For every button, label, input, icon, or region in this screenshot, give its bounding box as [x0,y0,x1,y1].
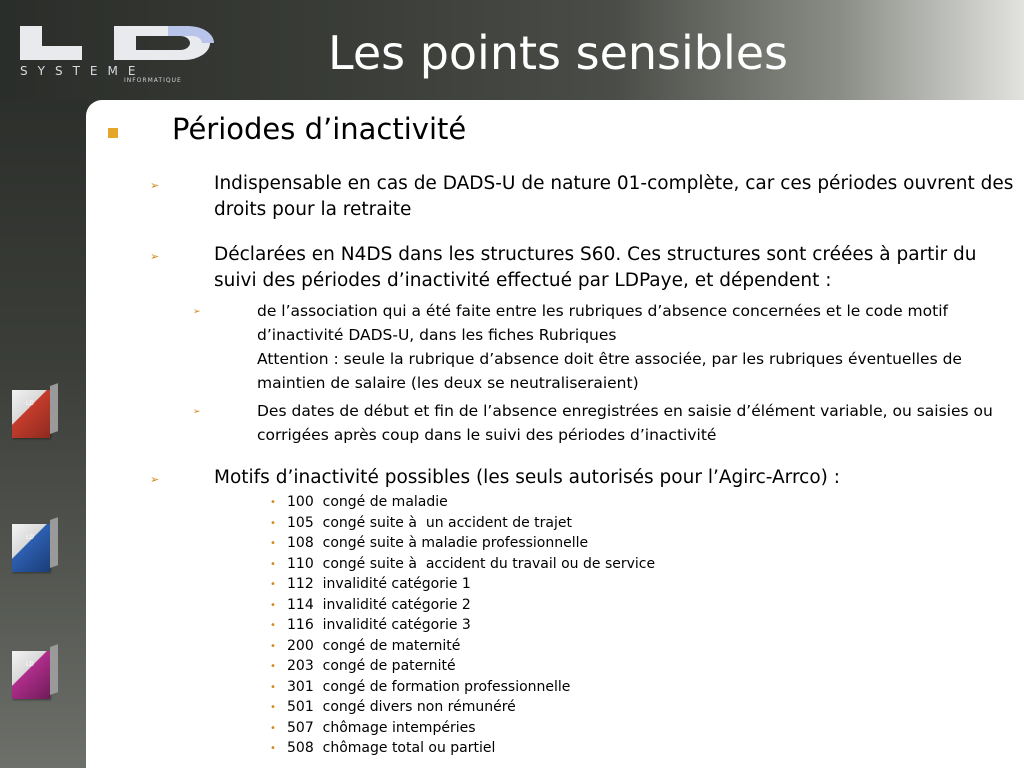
motif-code: 200 [287,637,314,654]
motif-label: congé divers non rémunéré [322,699,516,715]
motif-label: congé suite à un accident de trajet [322,514,572,531]
motif-label: congé de maternité [322,637,461,654]
ld-system-logo [18,22,214,86]
item-motifs: Motifs d’inactivité possibles (les seuls autorisés pour l’Agirc-Arrco) : [214,467,840,488]
motif-code: 301 [287,678,314,695]
product-box-2-label: LD [26,534,34,541]
motif-code: 114 [287,596,314,613]
motif-code: 203 [287,658,314,674]
motif-code: 100 [287,494,314,510]
motif-code: 105 [287,514,314,531]
motif-label: chômage intempéries [322,719,476,736]
motif-label: congé suite à accident du travail ou de service [322,555,656,572]
motif-item [287,513,572,533]
motif-label: congé de formation professionnelle [322,678,571,695]
slide-title: Les points sensibles [328,26,789,80]
dot-bullet-icon: • [270,722,276,734]
product-box-1-label: LD [26,400,34,407]
logo-system-text: SYSTEME [20,64,146,78]
ld-logo-icon [18,22,214,66]
motif-label: congé suite à maladie professionnelle [322,535,589,551]
dot-bullet-icon: • [270,558,276,570]
motif-item [287,636,460,656]
motif-item [287,656,456,676]
product-box-3-label: LD [26,661,34,668]
dot-bullet-icon: • [270,681,276,693]
subitem-association [257,299,1007,395]
item-declarees: Déclarées en N4DS dans les structures S60. Ces structures sont créées à partir du suivi des périodes d’inactivité effectué par LDPaye, et dépendent : [214,244,977,291]
motif-item [287,533,588,553]
motif-item [287,595,471,615]
motif-code: 507 [287,719,314,736]
motif-label: invalidité catégorie 1 [322,576,471,592]
dot-bullet-icon: • [270,702,276,713]
motif-label: invalidité catégorie 2 [322,596,471,613]
motif-code: 116 [287,617,314,633]
arrow-bullet-icon: ➢ [150,473,160,486]
arrow-bullet-icon: ➢ [150,179,160,192]
arrow-bullet-icon: ➢ [193,307,201,317]
subitem-dates: Des dates de début et fin de l’absence enregistrées en saisie d’élément variable, ou saisies ou corrigées après coup dans le suivi des périodes d’inactivité [257,402,993,444]
motif-code: 112 [287,576,314,592]
product-box-2 [12,520,58,572]
dot-bullet-icon: • [270,640,276,652]
motif-label: chômage total ou partiel [322,740,496,756]
section-heading: Périodes d’inactivité [172,112,467,146]
motif-item [287,554,655,574]
motif-item [287,697,516,717]
dot-bullet-icon: • [270,497,276,508]
dot-bullet-icon: • [270,538,276,549]
dot-bullet-icon: • [270,661,276,672]
arrow-bullet-icon: ➢ [150,250,160,263]
motif-item [287,492,448,512]
motif-label: congé de paternité [322,658,456,674]
motif-code: 508 [287,740,314,756]
subitem-association-text: de l’association qui a été faite entre les rubriques d’absence concernées et le code motif d’inactivité DADS-U, dans les fiches Rubriques [257,302,948,344]
dot-bullet-icon: • [270,579,276,590]
motif-code: 108 [287,535,314,551]
logo-informatique-text: INFORMATIQUE [124,77,182,84]
item-indispensable: Indispensable en cas de DADS-U de nature 01-complète, car ces périodes ouvrent des droits pour la retraite [214,173,1014,220]
subitem-association-note: Attention : seule la rubrique d’absence doit être associée, par les rubriques éventuelles de maintien de salaire (les deux se neutraliseraient) [257,350,962,392]
motif-item [287,718,476,738]
dot-bullet-icon: • [270,620,276,631]
motif-code: 110 [287,555,314,572]
motif-code: 501 [287,699,314,715]
motif-label: invalidité catégorie 3 [322,617,471,633]
product-box-3 [12,647,58,699]
square-bullet-icon [108,128,118,138]
dot-bullet-icon: • [270,517,276,529]
motif-item [287,574,471,594]
dot-bullet-icon: • [270,743,276,754]
motif-label: congé de maladie [322,494,448,510]
motif-item [287,738,495,758]
motif-item [287,677,570,697]
product-box-1 [12,386,58,438]
arrow-bullet-icon: ➢ [193,407,201,417]
motif-item [287,615,471,635]
dot-bullet-icon: • [270,599,276,611]
